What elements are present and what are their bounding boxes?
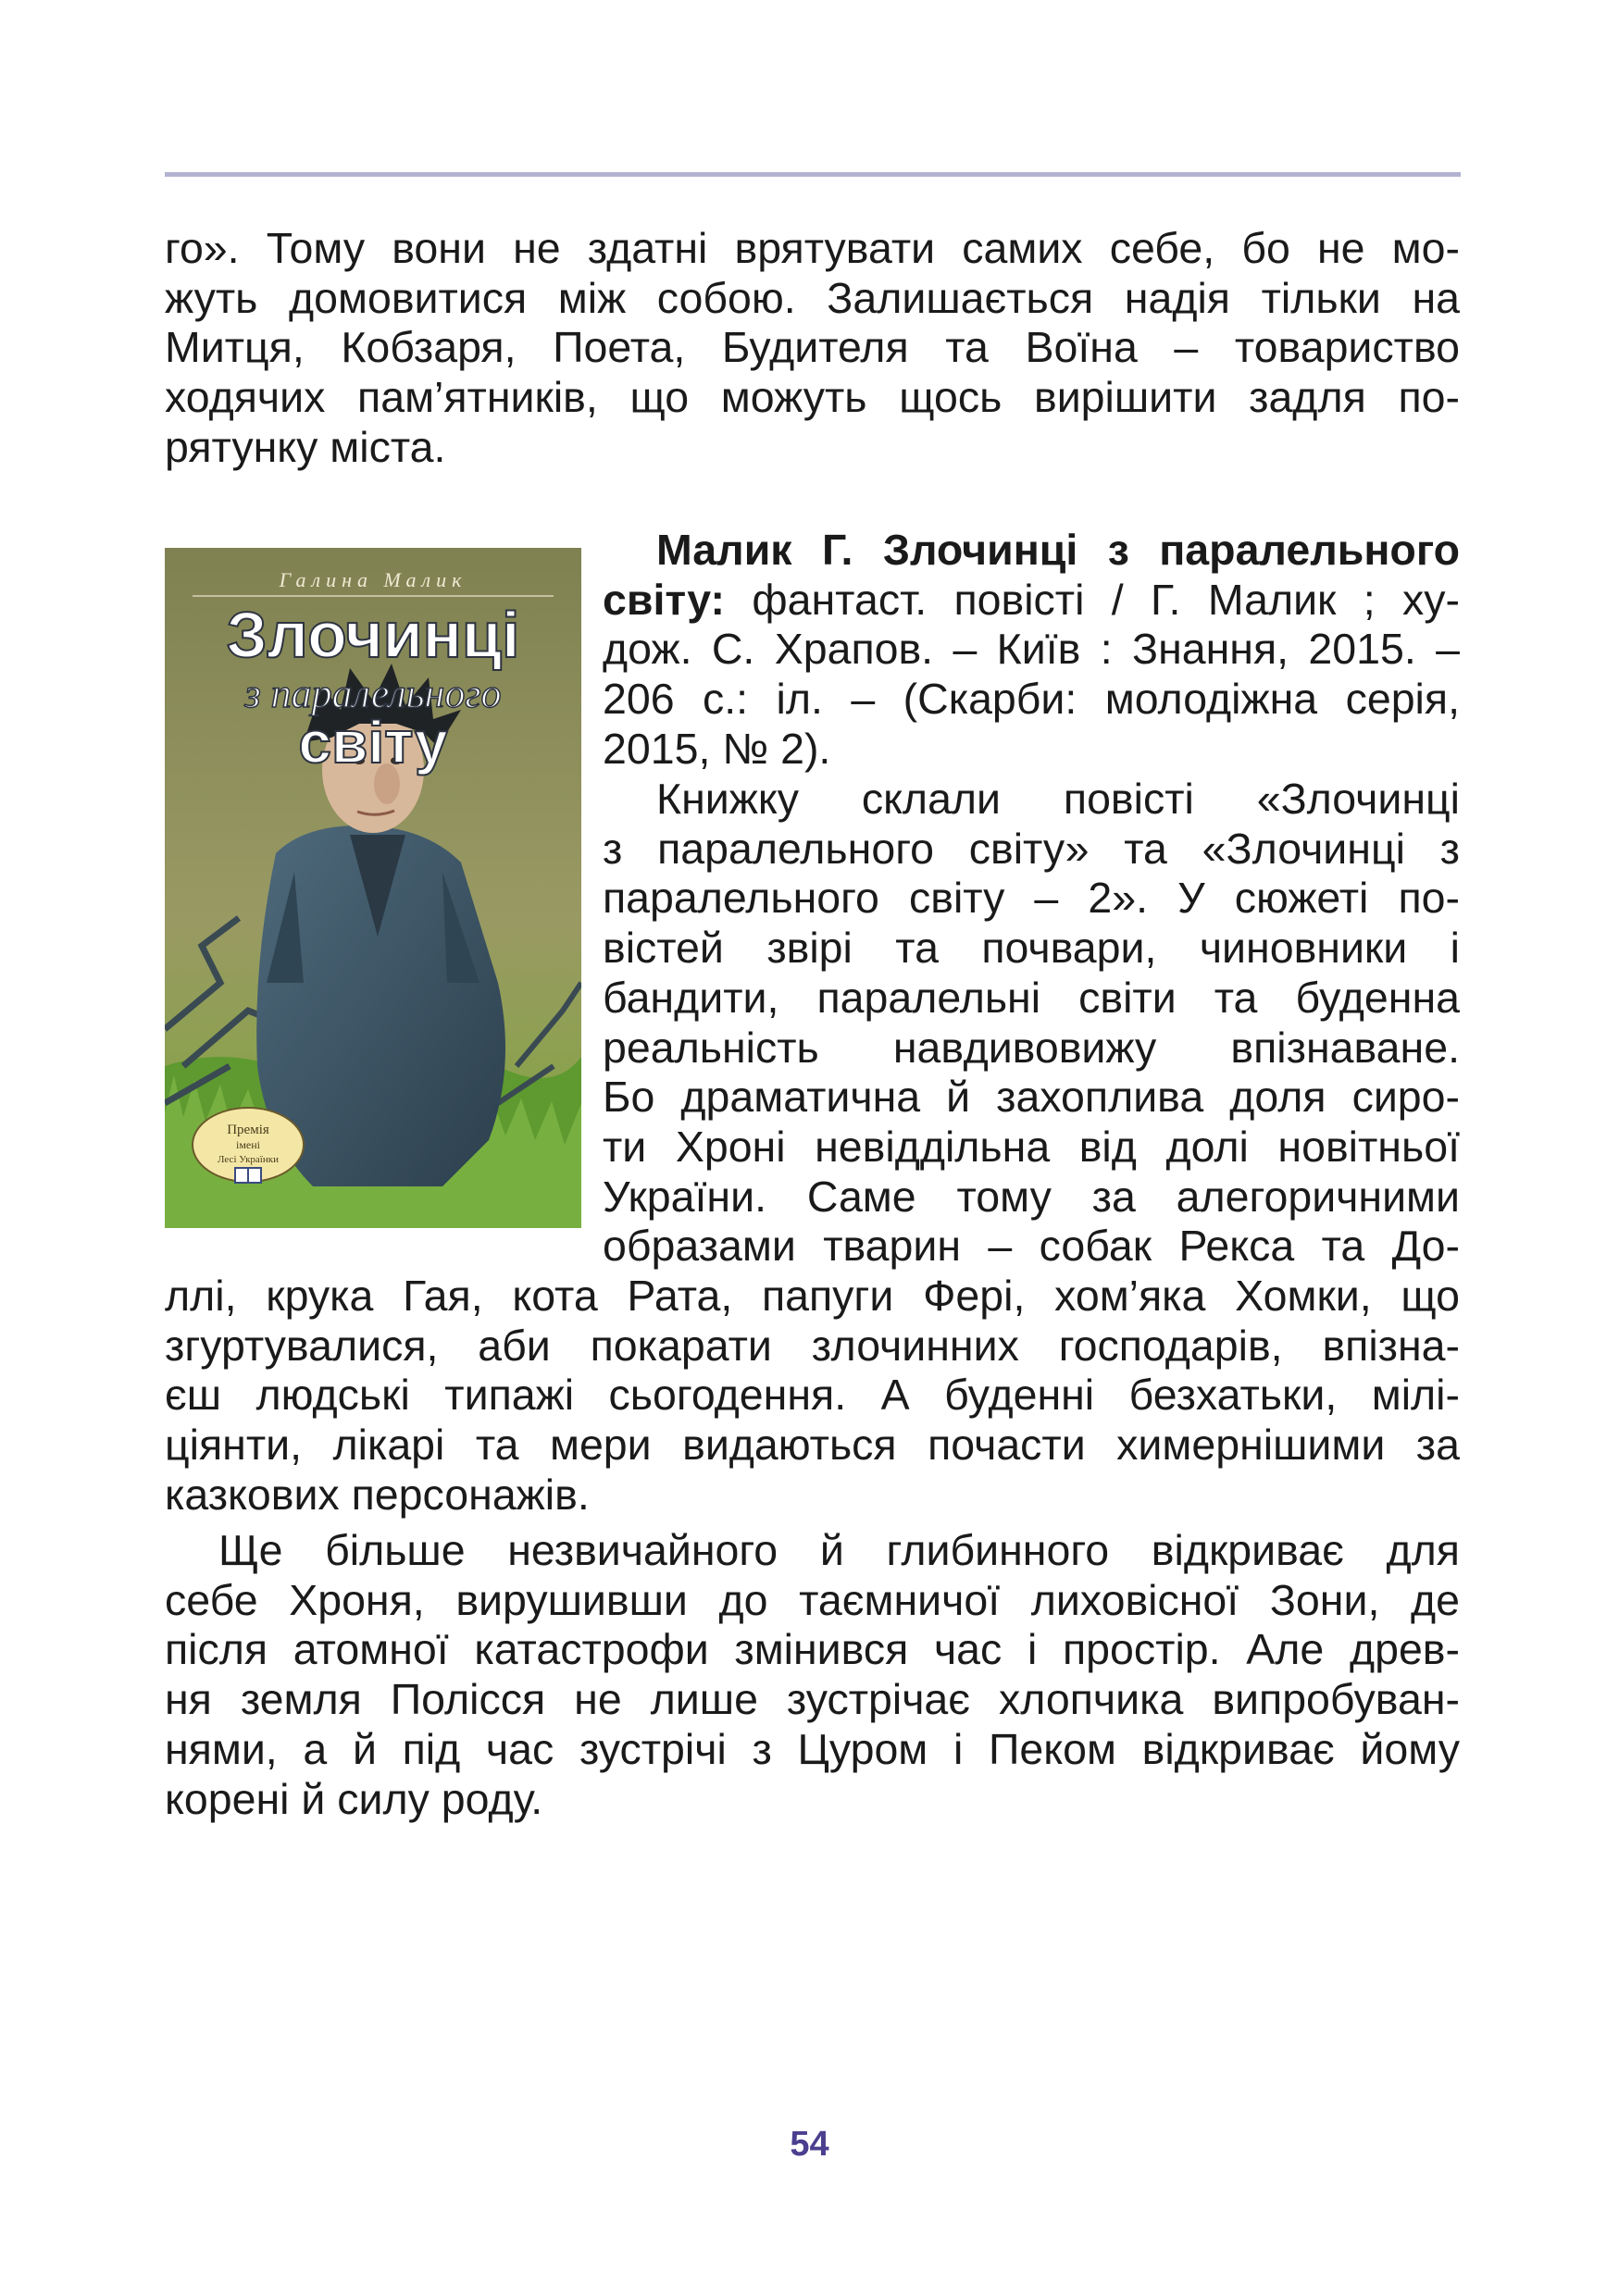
bibliographic-entry	[603, 526, 1460, 775]
text-line: бандити, паралельні світи та буденна	[603, 973, 1460, 1022]
text-line: єш людські типажі сьогодення. А буденні безхатьки, мілі-	[165, 1371, 1460, 1420]
entry-title-end: світу:	[603, 575, 726, 624]
bib-line: дож. С. Храпов. – Київ : Знання, 2015. –	[603, 625, 1460, 674]
text-line: реальність навдивовижу впізнаване.	[603, 1023, 1460, 1072]
text-line: після атомної катастрофи змінився час і простір. Але древ-	[165, 1625, 1460, 1674]
cover-title-line1: Злочинці	[226, 599, 520, 671]
badge-line2: імені	[235, 1138, 261, 1151]
text-line: ти Хроні невіддільна від долі новітньої	[603, 1122, 1460, 1171]
bib-line: 206 с.: іл. – (Скарби: молодіжна серія,	[603, 675, 1460, 724]
text-line: нями, а й під час зустрічі з Цуром і Пеком відкриває йому	[165, 1724, 1460, 1773]
entry-title: Малик Г. Злочинці з паралельного	[656, 526, 1460, 574]
badge-line3: Лесі Українки	[218, 1154, 279, 1165]
text-line: Ще більше незвичайного й глибинного відкриває для	[218, 1526, 1460, 1574]
text-line: образами тварин – собак Рекса та До-	[603, 1222, 1460, 1271]
top-paragraph	[165, 224, 1460, 473]
header-rule	[165, 172, 1461, 177]
book-cover-image	[165, 548, 581, 1228]
text-line: паралельного світу – 2». У сюжеті по-	[603, 874, 1460, 923]
text-line: з паралельного світу» та «Злочинці з	[603, 824, 1460, 873]
cover-title-line3: світу	[298, 709, 448, 776]
cover-title-line2: з паралельного	[244, 671, 502, 716]
text-line: жуть домовитися між собою. Залишається надія тільки на	[165, 273, 1460, 322]
text-line: казкових персонажів.	[165, 1470, 590, 1519]
text-line: України. Саме тому за алегоричними	[603, 1172, 1460, 1221]
cover-author: Галина Малик	[279, 568, 467, 591]
text-line: го». Тому вони не здатні врятувати самих себе, бо не мо-	[165, 224, 1460, 272]
review-text	[603, 775, 1460, 1272]
text-line: корені й силу роду.	[165, 1774, 543, 1823]
entry-title-continuation	[603, 576, 1460, 626]
text-line: вістей звірі та почвари, чиновники і	[603, 924, 1460, 973]
text-line: ходячих пам’ятників, що можуть щось вирішити задля по-	[165, 373, 1460, 422]
bib-line: 2015, № 2).	[603, 724, 831, 773]
page-number: 54	[790, 2125, 829, 2164]
text-line: рятунку міста.	[165, 422, 446, 471]
second-paragraph	[165, 1526, 1460, 1824]
text-line: Книжку склали повісті «Злочинці	[656, 775, 1460, 823]
text-line: себе Хроня, вирушивши до таємничої лиховісної Зони, де	[165, 1575, 1460, 1624]
text-line: ціянти, лікарі та мери видаються почасти химернішими за	[165, 1421, 1460, 1470]
text-line: згуртувалися, аби покарати злочинних господарів, впізна-	[165, 1321, 1460, 1370]
text-line: Бо драматична й захоплива доля сиро-	[603, 1073, 1460, 1122]
entry-description: фантаст. повісті / Г. Малик ; ху-	[725, 575, 1460, 624]
text-line: ллі, крука Гая, кота Рата, папуги Фері, хом’яка Хомки, що	[165, 1272, 1460, 1320]
text-line: ня земля Полісся не лише зустрічає хлопчика випробуван-	[165, 1675, 1460, 1724]
review-text-continuation	[165, 1272, 1460, 1520]
badge-line1: Премія	[227, 1123, 269, 1137]
text-line: Митця, Кобзаря, Поета, Будителя та Воїна – товариство	[165, 323, 1460, 372]
